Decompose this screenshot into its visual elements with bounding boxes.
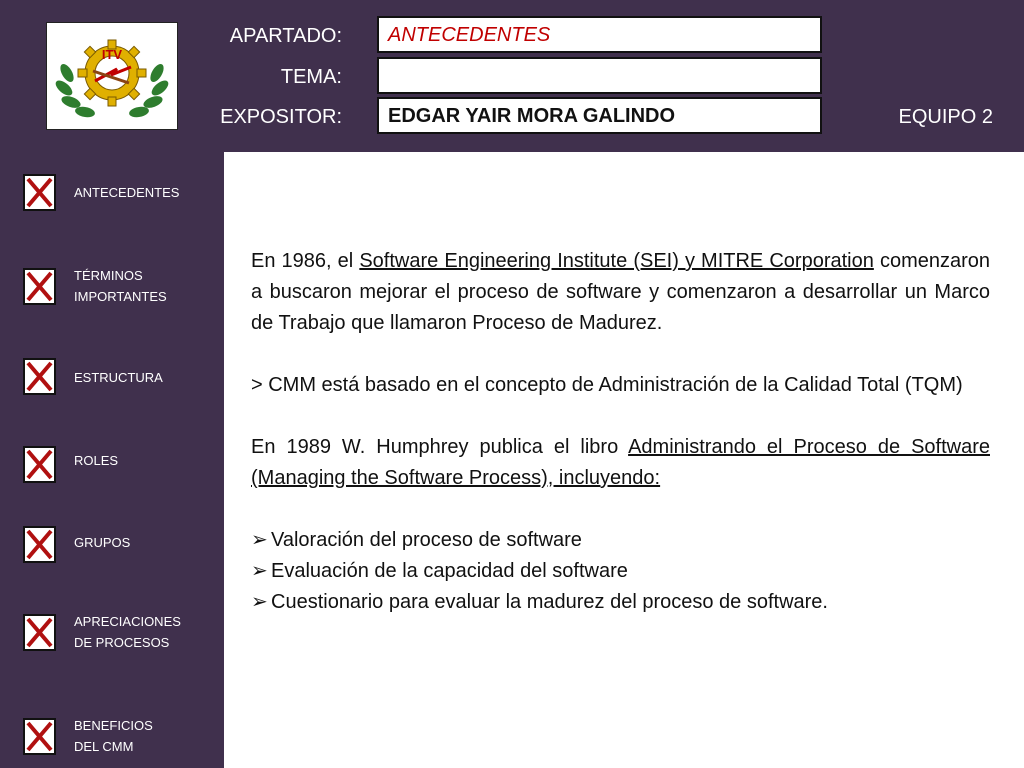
- sidebar-item-roles[interactable]: [0, 446, 224, 496]
- tema-field: [377, 57, 822, 94]
- sidebar-item-terminos-importantes[interactable]: [0, 268, 224, 318]
- x-box-icon[interactable]: [23, 526, 56, 563]
- x-box-icon[interactable]: [23, 174, 56, 211]
- bullet-text: Cuestionario para evaluar la madurez del proceso de software.: [271, 591, 828, 613]
- content-text: [251, 246, 990, 618]
- p1-text-start: En 1986, el: [251, 250, 360, 272]
- sidebar-item-grupos[interactable]: [0, 526, 224, 576]
- sidebar-item-label[interactable]: APRECIACIONES DE PROCESOS: [74, 614, 181, 650]
- sidebar-item-label[interactable]: BENEFICIOS DEL CMM: [74, 718, 153, 754]
- expositor-label: EXPOSITOR:: [220, 106, 342, 128]
- x-box-icon[interactable]: [23, 358, 56, 395]
- p1-text-end: comenzaron a buscaron mejorar el proceso de software y comenzaron a desarrollar un Marco de Trabajo que llamaron Proceso de Madurez.: [251, 250, 991, 334]
- sidebar-item-beneficios-del-cmm[interactable]: [0, 718, 224, 768]
- sidebar-item-label[interactable]: ROLES: [74, 453, 119, 468]
- sidebar-item-label[interactable]: TÉRMINOS IMPORTANTES: [74, 268, 167, 304]
- sidebar-item-antecedentes[interactable]: [0, 174, 224, 224]
- bullet-item: [251, 525, 990, 556]
- equipo-label: EQUIPO 2: [898, 106, 993, 128]
- gear-emblem-icon: [47, 23, 177, 129]
- header: [0, 0, 1024, 152]
- sidebar-item-label[interactable]: ANTECEDENTES: [74, 185, 180, 200]
- sidebar-item-apreciaciones-de-procesos[interactable]: [0, 614, 224, 664]
- apartado-field: ANTECEDENTES: [377, 16, 822, 53]
- content-panel: [224, 152, 1024, 768]
- tema-label: TEMA:: [280, 66, 342, 88]
- paragraph-3: [251, 432, 990, 494]
- bullet-item: [251, 587, 990, 618]
- x-box-icon[interactable]: [23, 718, 56, 755]
- expositor-field: EDGAR YAIR MORA GALINDO: [377, 97, 822, 134]
- x-box-icon[interactable]: [23, 268, 56, 305]
- sidebar-nav: [0, 152, 224, 768]
- sidebar-item-label[interactable]: ESTRUCTURA: [74, 370, 163, 385]
- arrow-bullet-icon: ➢: [251, 591, 268, 613]
- bullet-text: Evaluación de la capacidad del software: [271, 560, 628, 582]
- bullet-item: [251, 556, 990, 587]
- p3-text-start: En 1989 W. Humphrey publica el libro: [251, 436, 629, 458]
- paragraph-1: [251, 246, 990, 339]
- arrow-bullet-icon: ➢: [251, 560, 268, 582]
- paragraph-2: > CMM está basado en el concepto de Administración de la Calidad Total (TQM): [251, 374, 963, 396]
- arrow-bullet-icon: ➢: [251, 529, 268, 551]
- book-link[interactable]: Administrando el Proceso de Software (Managing the Software Process), incluyendo:: [251, 436, 990, 489]
- logo: [46, 22, 178, 130]
- apartado-label: APARTADO:: [229, 25, 342, 47]
- sei-mitre-link[interactable]: Software Engineering Institute (SEI) y MITRE Corporation: [359, 250, 874, 272]
- logo-text: ITV: [101, 47, 123, 62]
- x-box-icon[interactable]: [23, 614, 56, 651]
- x-box-icon[interactable]: [23, 446, 56, 483]
- bullet-text: Valoración del proceso de software: [271, 529, 582, 551]
- sidebar-item-label[interactable]: GRUPOS: [74, 535, 131, 550]
- sidebar-item-estructura[interactable]: [0, 358, 224, 408]
